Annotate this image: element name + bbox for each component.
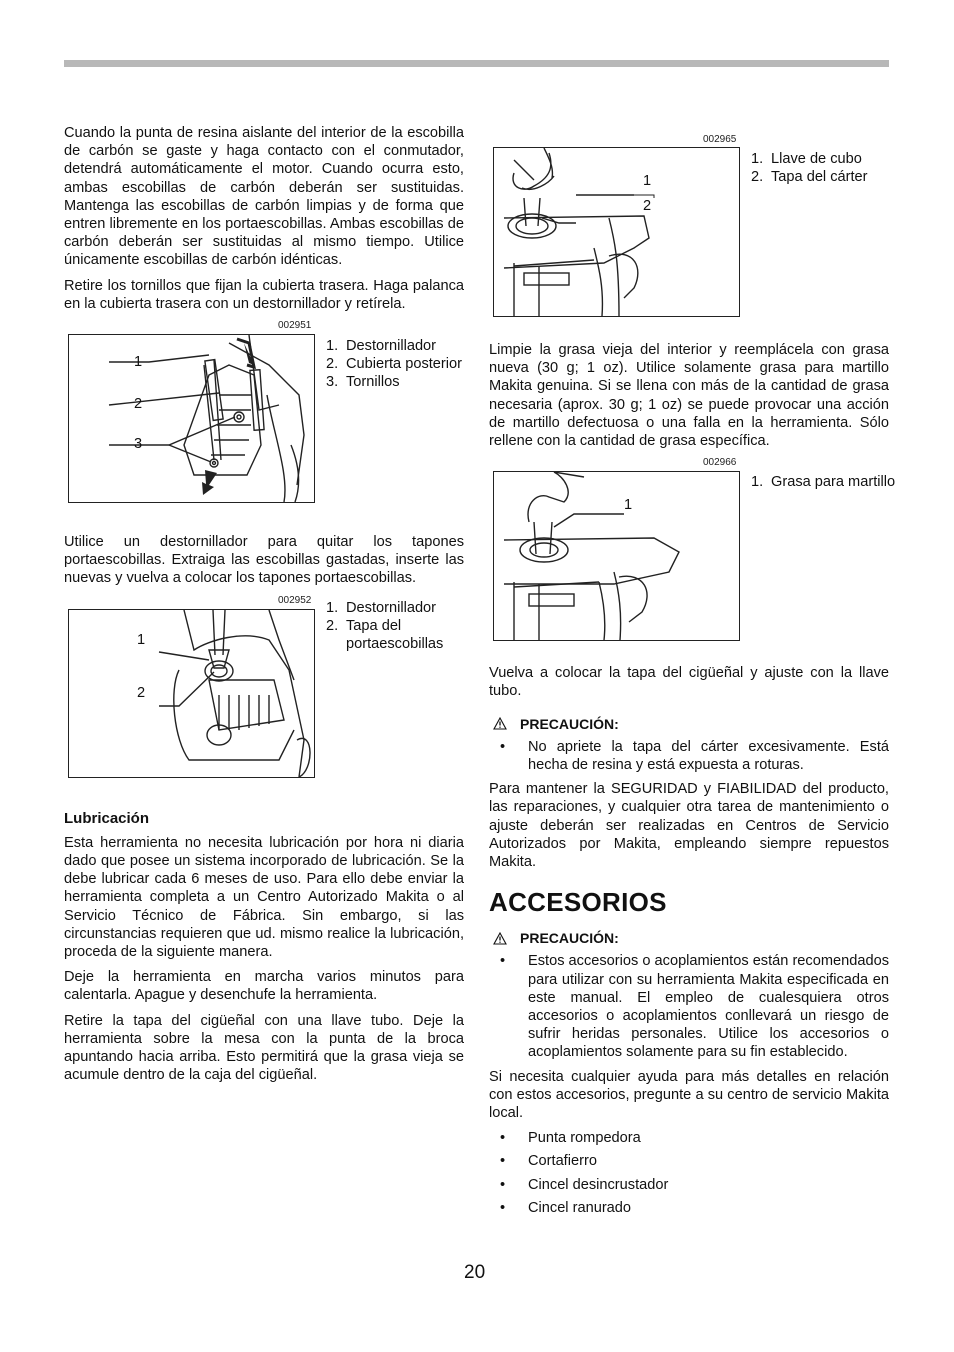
page-number: 20: [464, 1262, 486, 1283]
list-item: • No apriete la tapa del cárter excesivamente. Está hecha de resina y está expuesta a roturas.: [489, 738, 889, 774]
callout-1: 1: [643, 173, 652, 189]
callout-2: 2: [643, 198, 652, 214]
figure-legend: [326, 599, 466, 654]
figure-code: 002966: [703, 457, 737, 469]
figure-crank-cap: [489, 134, 889, 341]
section-heading-accessories: ACCESORIOS: [489, 887, 667, 918]
figure-code: 002965: [703, 134, 737, 145]
paragraph-lubrication: Esta herramienta no necesita lubricación por hora ni diaria dado que posee un sistema incorporado de lubricación. Se la debe lubricar cada 6 meses de uso. Para ello debe enviar la herramienta completa a un Centro Autorizado Makita o al Servicio Técnico de Fábrica. Sin embargo, si las circunstancias requieren que ud. mismo realice la lubricación, proceda de la siguiente manera.: [64, 834, 464, 961]
illustration-rear-cover: [68, 334, 315, 503]
hammer-grease-drawing: [494, 472, 739, 640]
paragraph-brush-caps: Utilice un destornillador para quitar los tapones portaescobillas. Extraiga las escobillas gastadas, inserte las nuevas y vuelva a colocar los tapones portaescobillas.: [64, 534, 464, 587]
figure-code: 002951: [278, 320, 312, 332]
figure-code: 002952: [278, 594, 312, 606]
caution-list: [489, 952, 889, 1061]
legend-item: 2. Cubierta posterior: [326, 356, 462, 373]
warning-icon: [493, 717, 507, 730]
paragraph-grease: Limpie la grasa vieja del interior y reemplácela con grasa nueva (30 g; 1 oz). Utilice solamente grasa para martillo Makita genuina. Si se llena con más de la cantidad de grasa necesaria (aprox. 30 g; 1 oz) se puede provocar una acción de martillo defectuosa o una falla en la herramienta. Sólo rellene con la cantidad de grasa específica.: [489, 342, 889, 450]
section-heading-lubrication: Lubricación: [64, 809, 150, 827]
caution-label: PRECAUCIÓN:: [489, 715, 889, 733]
list-item: • Punta rompedora: [489, 1129, 889, 1147]
callout-2: 2: [137, 684, 146, 701]
paragraph-accessory-help: Si necesita cualquier ayuda para más detalles en relación con estos accesorios, pregunte a su centro de servicio Makita local.: [489, 1068, 889, 1122]
legend-item: 1. Grasa para martillo: [751, 474, 896, 491]
paragraph-safety: Para mantener la SEGURIDAD y FIABILIDAD del producto, las reparaciones, y cualquier otra tarea de mantenimiento o ajuste deberán ser realizadas en Centros de Servicio Autorizados por Makita, empleando siempre repuestos Makita.: [489, 781, 889, 871]
figure-legend: [751, 150, 901, 186]
paragraph-remove-crank-cap: Retire la tapa del cigüeñal con una llave tubo. Deje la herramienta sobre la mesa con la punta de la broca apuntando hacia arriba. Esto permitirá que la grasa vieja se acumule dentro de la caja del cigüeñal.: [64, 1012, 464, 1084]
paragraph-warm-up: Deje la herramienta en marcha varios minutos para calentarla. Apague y desenchufe la herramienta.: [64, 969, 464, 1004]
list-item: • Cincel ranurado: [489, 1199, 889, 1217]
legend-item: 1. Destornillador: [326, 599, 437, 616]
legend-item: 1. Destornillador: [326, 338, 437, 355]
warning-icon: [493, 932, 507, 945]
illustration-hammer-grease: [493, 471, 740, 641]
caution-list: [489, 738, 889, 774]
figure-rear-cover: [64, 320, 464, 533]
legend-item: 2. Tapa del portaescobillas: [326, 617, 444, 653]
figure-legend: [751, 473, 901, 491]
figure-legend: [326, 337, 466, 392]
list-item: • Cincel desincrustador: [489, 1176, 889, 1194]
caution-label: PRECAUCIÓN:: [489, 929, 889, 947]
header-rule: [64, 60, 889, 67]
callout-1: 1: [134, 354, 143, 371]
illustration-brush-holder-cap: [68, 609, 315, 778]
paragraph-remove-cover: Retire los tornillos que fijan la cubierta trasera. Haga palanca en la cubierta trasera con un destornillador y retírela.: [64, 277, 464, 312]
rear-cover-drawing: [69, 335, 314, 502]
legend-item: 1. Llave de cubo: [751, 151, 862, 167]
paragraph-reinstall-cap: Vuelva a colocar la tapa del cigüeñal y ajuste con la llave tubo.: [489, 665, 889, 700]
illustration-crank-cap: [493, 147, 740, 317]
brush-holder-drawing: [69, 610, 314, 777]
legend-item: 2. Tapa del cárter: [751, 169, 868, 186]
callout-3: 3: [134, 436, 143, 453]
callout-1: 1: [624, 497, 633, 514]
legend-item: 3. Tornillos: [326, 374, 400, 391]
list-item: • Estos accesorios o acoplamientos están recomendados para utilizar con su herramienta Makita especificada en este manual. El empleo de cualesquiera otros accesorios o acoplamientos conllevará un riesgo de sufrir heridas personales. Utilice los accesorios o acoplamientos solamente para su fin establecido.: [489, 952, 889, 1061]
accessory-list: [489, 1129, 889, 1217]
left-column: [64, 124, 464, 1091]
list-item: • Cortafierro: [489, 1152, 889, 1170]
figure-brush-holder-cap: [64, 595, 464, 810]
paragraph-carbon-brushes: Cuando la punta de resina aislante del interior de la escobilla de carbón se gaste y haga contacto con el conmutador, detendrá automáticamente el motor. Cuando ocurra esto, ambas escobillas de carbón deberán ser sustituidas. Mantenga las escobillas de carbón limpias y de forma que entren libremente en los portaescobillas. Ambas escobillas de carbón deberán ser sustituidas al mismo tiempo. Utilice únicamente escobillas de carbón idénticas.: [64, 125, 464, 269]
callout-1: 1: [137, 631, 146, 648]
figure-hammer-grease: [489, 457, 896, 664]
callout-2: 2: [134, 396, 143, 413]
right-column: [489, 124, 896, 1223]
crank-cap-drawing: [494, 148, 739, 316]
